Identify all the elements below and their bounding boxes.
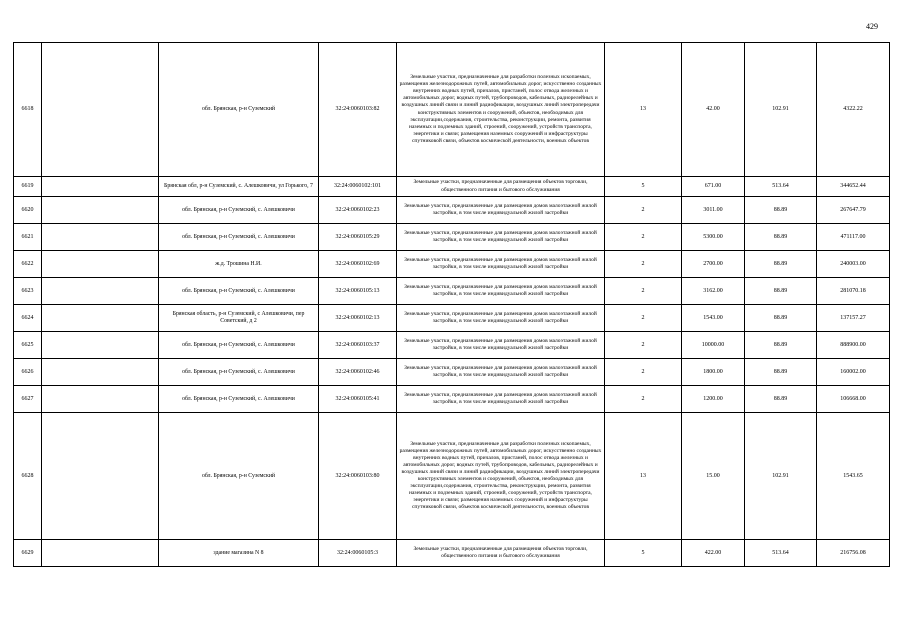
table-row <box>14 413 890 540</box>
group-number: 2 <box>605 224 682 251</box>
land-use-description: Земельные участки, предназначенные для размещения объектов торговли, общественного питания и бытового обслуживания <box>397 177 605 197</box>
group-number: 2 <box>605 386 682 413</box>
cadastral-value: 106668.00 <box>817 386 890 413</box>
cadastral-value: 4322.22 <box>817 43 890 177</box>
cadastral-table <box>13 42 890 567</box>
area-value: 3011.00 <box>682 197 745 224</box>
table-row <box>14 197 890 224</box>
cadastral-value: 281070.18 <box>817 278 890 305</box>
group-number: 2 <box>605 251 682 278</box>
land-use-description: Земельные участки, предназначенные для размещения объектов торговли, общественного питания и бытового обслуживания <box>397 540 605 567</box>
empty-cell <box>42 386 159 413</box>
row-number: 6626 <box>14 359 42 386</box>
table-row <box>14 305 890 332</box>
land-use-description: Земельные участки, предназначенные для размещения домов малоэтажной жилой застройки, в том числе индивидуальной жилой застройки <box>397 386 605 413</box>
land-use-description: Земельные участки, предназначенные для размещения домов малоэтажной жилой застройки, в том числе индивидуальной жилой застройки <box>397 332 605 359</box>
area-value: 5300.00 <box>682 224 745 251</box>
cadastral-number: 32:24:0060103:80 <box>319 413 397 540</box>
area-value: 671.00 <box>682 177 745 197</box>
row-number: 6624 <box>14 305 42 332</box>
rate-value: 88.89 <box>745 332 817 359</box>
cadastral-value: 160002.00 <box>817 359 890 386</box>
empty-cell <box>42 197 159 224</box>
address-cell: обл. Брянская, р-н Суземский <box>159 43 319 177</box>
page-number: 429 <box>866 22 878 31</box>
empty-cell <box>42 43 159 177</box>
land-use-description: Земельные участки, предназначенные для размещения домов малоэтажной жилой застройки, в том числе индивидуальной жилой застройки <box>397 359 605 386</box>
area-value: 3162.00 <box>682 278 745 305</box>
address-cell: обл. Брянская, р-н Суземский, с. Алешковичи <box>159 332 319 359</box>
row-number: 6618 <box>14 43 42 177</box>
row-number: 6628 <box>14 413 42 540</box>
cadastral-number: 32:24:0060102:101 <box>319 177 397 197</box>
table-row <box>14 386 890 413</box>
area-value: 15.00 <box>682 413 745 540</box>
area-value: 10000.00 <box>682 332 745 359</box>
rate-value: 88.89 <box>745 386 817 413</box>
address-cell: обл. Брянская, р-н Суземский, с. Алешковичи <box>159 359 319 386</box>
row-number: 6621 <box>14 224 42 251</box>
address-cell: обл. Брянская, р-н Суземский, с. Алешковичи <box>159 197 319 224</box>
area-value: 1200.00 <box>682 386 745 413</box>
rate-value: 88.89 <box>745 278 817 305</box>
empty-cell <box>42 413 159 540</box>
cadastral-number: 32:24:0060102:46 <box>319 359 397 386</box>
rate-value: 88.89 <box>745 305 817 332</box>
address-cell: обл. Брянская, р-н Суземский, с. Алешковичи <box>159 278 319 305</box>
rate-value: 102.91 <box>745 413 817 540</box>
group-number: 2 <box>605 278 682 305</box>
cadastral-number: 32:24:0060102:23 <box>319 197 397 224</box>
table-row <box>14 43 890 177</box>
rate-value: 88.89 <box>745 251 817 278</box>
rate-value: 88.89 <box>745 224 817 251</box>
cadastral-number: 32:24:0060105:41 <box>319 386 397 413</box>
group-number: 2 <box>605 305 682 332</box>
land-use-description: Земельные участки, предназначенные для размещения домов малоэтажной жилой застройки, в том числе индивидуальной жилой застройки <box>397 224 605 251</box>
area-value: 42.00 <box>682 43 745 177</box>
cadastral-value: 1543.65 <box>817 413 890 540</box>
area-value: 1800.00 <box>682 359 745 386</box>
cadastral-number: 32:24:0060105:3 <box>319 540 397 567</box>
address-cell: Брянская область, р-н Суземский, с Алешковичи, пер Советский, д 2 <box>159 305 319 332</box>
empty-cell <box>42 332 159 359</box>
table-row <box>14 540 890 567</box>
empty-cell <box>42 177 159 197</box>
rate-value: 102.91 <box>745 43 817 177</box>
group-number: 2 <box>605 359 682 386</box>
table-row <box>14 251 890 278</box>
cadastral-value: 216756.08 <box>817 540 890 567</box>
land-use-description: Земельные участки, предназначенные для размещения домов малоэтажной жилой застройки, в том числе индивидуальной жилой застройки <box>397 197 605 224</box>
cadastral-number: 32:24:0060102:13 <box>319 305 397 332</box>
group-number: 2 <box>605 197 682 224</box>
rate-value: 513.64 <box>745 177 817 197</box>
empty-cell <box>42 224 159 251</box>
group-number: 2 <box>605 332 682 359</box>
row-number: 6619 <box>14 177 42 197</box>
cadastral-value: 267647.79 <box>817 197 890 224</box>
table-row <box>14 359 890 386</box>
cadastral-value: 240003.00 <box>817 251 890 278</box>
rate-value: 513.64 <box>745 540 817 567</box>
address-cell: обл. Брянская, р-н Суземский <box>159 413 319 540</box>
table-row <box>14 278 890 305</box>
cadastral-value: 471117.00 <box>817 224 890 251</box>
address-cell: Брянская обл, р-н Суземский, с. Алешковичи, ул Горького, 7 <box>159 177 319 197</box>
row-number: 6627 <box>14 386 42 413</box>
group-number: 5 <box>605 177 682 197</box>
area-value: 422.00 <box>682 540 745 567</box>
cadastral-value: 344652.44 <box>817 177 890 197</box>
address-cell: здание магазина N 8 <box>159 540 319 567</box>
table-body <box>14 43 890 567</box>
area-value: 1543.00 <box>682 305 745 332</box>
area-value: 2700.00 <box>682 251 745 278</box>
row-number: 6620 <box>14 197 42 224</box>
row-number: 6622 <box>14 251 42 278</box>
cadastral-number: 32:24:0060105:29 <box>319 224 397 251</box>
land-use-description: Земельные участки, предназначенные для разработки полезных ископаемых, размещения железнодорожных путей, автомобильных дорог, искусственно созданных внутренних водных путей, причалов, пристаней, полос отвода железных и автомобильных дорог, водных путей, трубопроводов, кабельных, радиорелейных и воздушных линий связи и линий радиофикации, воздушных линий электропередачи конструктивных элементов и сооружений, объектов, необходимых для эксплуатации,содержания, строительства, реконструкции, ремонта, развития наземных и подземных зданий, строений, сооружений, устройств транспорта, энергетики и связи; размещения наземных сооружений и инфраструктуры спутниковой связи, объектов космической деятельности, военных объектов <box>397 413 605 540</box>
cadastral-number: 32:24:0060103:82 <box>319 43 397 177</box>
empty-cell <box>42 540 159 567</box>
row-number: 6629 <box>14 540 42 567</box>
cadastral-value: 888900.00 <box>817 332 890 359</box>
rate-value: 88.89 <box>745 197 817 224</box>
cadastral-number: 32:24:0060102:69 <box>319 251 397 278</box>
empty-cell <box>42 305 159 332</box>
group-number: 13 <box>605 413 682 540</box>
cadastral-value: 137157.27 <box>817 305 890 332</box>
land-use-description: Земельные участки, предназначенные для размещения домов малоэтажной жилой застройки, в том числе индивидуальной жилой застройки <box>397 305 605 332</box>
table-row <box>14 224 890 251</box>
row-number: 6625 <box>14 332 42 359</box>
empty-cell <box>42 278 159 305</box>
address-cell: обл. Брянская, р-н Суземский, с. Алешковичи <box>159 224 319 251</box>
land-use-description: Земельные участки, предназначенные для размещения домов малоэтажной жилой застройки, в том числе индивидуальной жилой застройки <box>397 251 605 278</box>
table-row <box>14 177 890 197</box>
empty-cell <box>42 251 159 278</box>
empty-cell <box>42 359 159 386</box>
rate-value: 88.89 <box>745 359 817 386</box>
row-number: 6623 <box>14 278 42 305</box>
land-use-description: Земельные участки, предназначенные для размещения домов малоэтажной жилой застройки, в том числе индивидуальной жилой застройки <box>397 278 605 305</box>
address-cell: ж.д. Трошина Н.И. <box>159 251 319 278</box>
group-number: 13 <box>605 43 682 177</box>
cadastral-number: 32:24:0060105:13 <box>319 278 397 305</box>
table-row <box>14 332 890 359</box>
land-use-description: Земельные участки, предназначенные для разработки полезных ископаемых, размещения железнодорожных путей, автомобильных дорог, искусственно созданных внутренних водных путей, причалов, пристаней, полос отвода железных и автомобильных дорог, водных путей, трубопроводов, кабельных, радиорелейных и воздушных линий связи и линий радиофикации, воздушных линий электропередачи конструктивных элементов и сооружений, объектов, необходимых для эксплуатации,содержания, строительства, реконструкции, ремонта, развития наземных и подземных зданий, строений, сооружений, устройств транспорта, энергетики и связи; размещения наземных сооружений и инфраструктуры спутниковой связи, объектов космической деятельности, военных объектов <box>397 43 605 177</box>
address-cell: обл. Брянская, р-н Суземский, с. Алешковичи <box>159 386 319 413</box>
group-number: 5 <box>605 540 682 567</box>
cadastral-number: 32:24:0060103:37 <box>319 332 397 359</box>
